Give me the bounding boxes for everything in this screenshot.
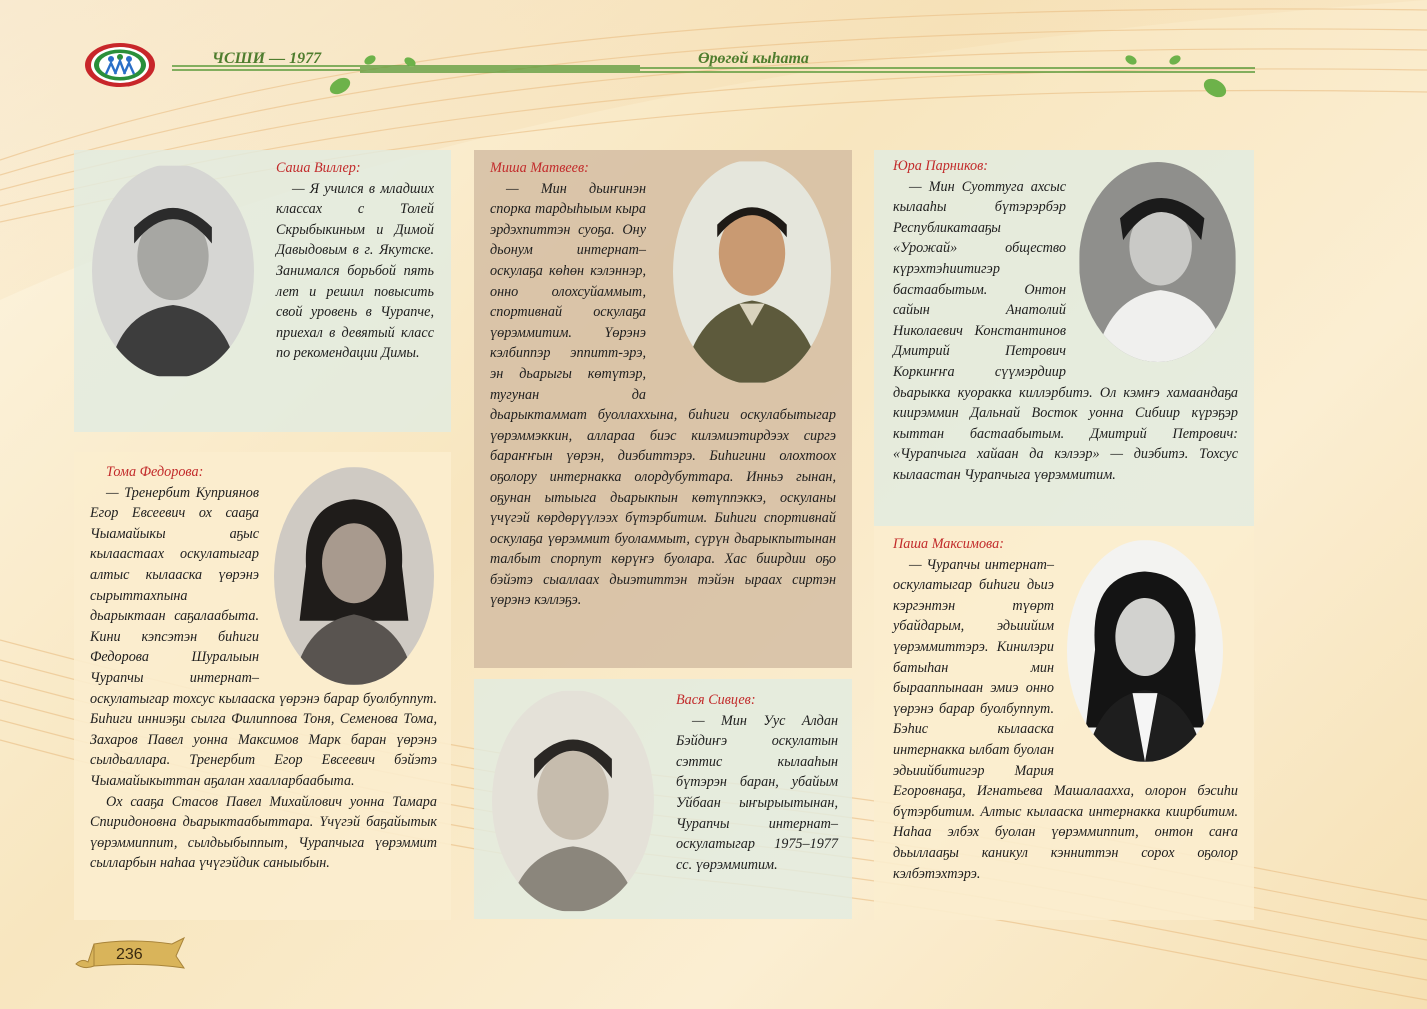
entry-paragraph: — Тренербит Куприянов Егор Евсеевич ох сааҕа Чыамайыкы аҕыс кылаастаах оскулатыгар алтыс кылааска үөрэнэ сырыттахпына дьарыктаан саҕалаабыта. Кини кэпсэтэн биhиги Федорова Шуралыын Чурапчы интернат–оскулатыгар тохсус кылааска үөрэнэ барар буолбуппут. Биhиги инниэҕи сылга Филиппова Тоня, Семенова Тома, Захаров Павел уонна Максимов Марк баран үөрэнэ сылдьаллара. Тренербит Егор Евсеевич бэйэтэ Чыамайыкыттан аҕалан хаалларбаабыта. [90, 484, 437, 789]
entry-sivtsev [676, 690, 838, 875]
entry-paragraph: — Чурапчы интернат–оскулатыгар биhиги дьиэ кэргэнтэн түөрт убайдарым, эдьиийим үөрэммиттэрэ. Кинилэри батыhан мин бырааппынаан эмиэ онно үөрэнэ барар буолбуппут. Бэhис кылааска интернакка ылбат буолан эдьиийбитигэр Мария Егоровнаҕа, Игнатьева Машалааххa, олорон бэсиhи бүтэрбитим. Алтыс кылааска интернакка киирбитим. Наhаа элбэх буолан үөрэммиппит, онтон саҥа дьыллааҕы каникул кэнниттэн сорох оҕолор кэлбэтэхтэрэ. [893, 556, 1238, 882]
entry-paragraph: Ох сааҕа Стасов Павел Михайлович уонна Тамара Спиридоновна дьарыктаабыттара. Үчүгэй баҕайытык үөрэммиппит, сылдьыбыппыт, Чурапчыга үөрэммит сылларбын наhаа үчүгэйдик саныыбын. [90, 793, 437, 872]
portrait-photo-sivtsev [492, 690, 654, 912]
entry-parnikov [893, 156, 1238, 486]
entry-paragraph: — Мин дьиҥинэн спорка тардыhыым кыра эрдэхпиттэн суоҕа. Ону дьонум интернат–оскулаҕа көhөн кэлэннэр, онно олохсуйаммыт, спортивнай оскулаҕа үөрэммитим. Үөрэнэ кэлбиппэр эппитт-эрэ, эн дьарыгы көтүтэр, тугунан да дьарыктаммат буоллахxына, биhиги оскулабытыгар үөрэммэккин, аллараа биэс килэмиэтирдээх сиргэ бараҥҥын үөрэн, диэбиттэрэ. Биhигини олохтоох оҕолору интернакка олордубуттара. Инньэ гынан, оҕунан ытыыга дьарыкпын көтүппэккэ, оскуланы үчүгэй көрдөрүүлээх бүтэрбитим. Биhиги спортивнай оскулаҕа үөрэммит буоламмыт, сүрүн дьарыкпытынан талбыт спорпут көрүҥэ буолара. Хас биирдии оҕо бэйэтэ сыаллаах дьиэтиттэн тэйэн ыраах сиртэн үөрэнэ кэллэҕэ. [490, 180, 836, 609]
entry-paragraph: — Мин Уус Алдан Бэйдиҥэ оскулатын сэттис кылааhын бүтэрэн баран, убайым Уйбаан ыҥырыытынан, Чурапчы интернат–оскулатыгар 1975–1977 сс. үөрэммитим. [676, 712, 838, 873]
entry-fedorova [90, 462, 437, 874]
entry-paragraph: — Я учился в младших классах с Толей Скрыбыкиным и Димой Давыдовым в г. Якутске. Занимался борьбой пять лет и решил повысить свой уровень в Чурапче, приехал в девятый класс по рекомендации Димы. [276, 180, 434, 362]
entry-viller [276, 158, 434, 364]
header-left-title: ЧСШИ — 1977 [212, 50, 322, 67]
entry-paragraph: — Мин Суоттуга ахсыс кылааhы бүтэрэрбэр Республикатааҕы «Урожай» общество күрэхтэhиитигэр бастаабытым. Онтон сайын Анатолий Николаевич Константинов Дмитрий Петрович Коркиҥҥа сүүмэрдиир дьарыкка куоракка киллэрбитэ. Ол кэмҥэ хамаандаҕа киирэммин Дальнай Восток уонна Сибиир күрэҕэр кыттан бастаабытым. Дмитрий Петрович: «Чурапчыга хайаан да кэлээр» — диэбитэ. Тохсус кылаастан Чурапчыга үөрэммитим. [893, 178, 1238, 483]
entry-maksimova [893, 534, 1238, 884]
page-number: 236 [116, 946, 143, 963]
entry-name: Миша Матвеев: [490, 160, 589, 176]
entry-name: Юра Парников: [893, 158, 989, 174]
entry-matveev [490, 158, 836, 611]
entry-name: Саша Виллер: [276, 160, 361, 176]
entry-name: Тома Федорова: [106, 464, 204, 480]
portrait-photo-viller [92, 164, 254, 378]
entry-name: Вася Сивцев: [676, 692, 756, 708]
entry-name: Паша Максимова: [893, 536, 1004, 552]
page-header [0, 0, 1427, 110]
header-right-title: Өрөгөй кыhата [698, 50, 809, 67]
